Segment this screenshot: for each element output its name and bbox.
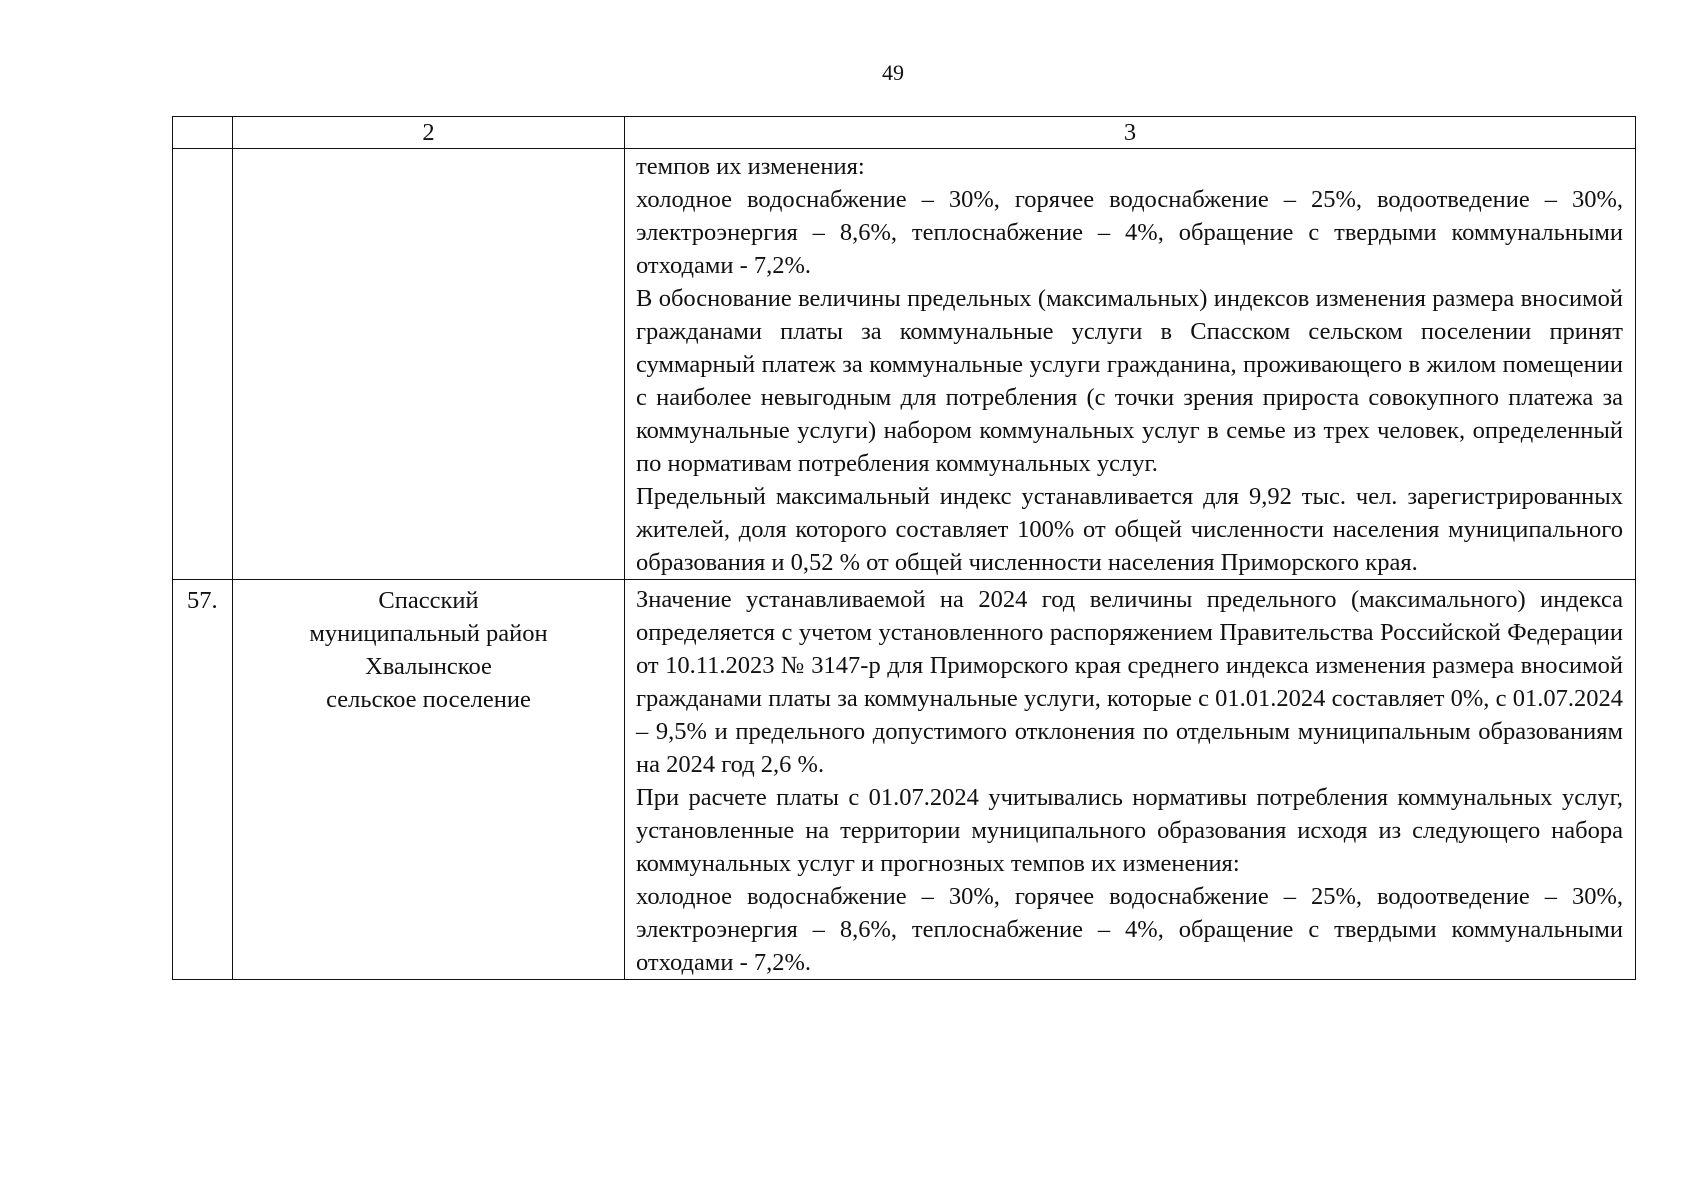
row-number	[173, 149, 233, 580]
row-number: 57.	[173, 580, 233, 980]
paragraph: темпов их изменения:	[636, 153, 865, 180]
data-table	[172, 116, 1636, 980]
table-header-row	[173, 117, 1636, 149]
paragraph: При расчете платы с 01.07.2024 учитывались нормативы потребления коммунальных услуг, установленные на территории муниципального образования исходя из следующего набора коммунальных услуг и прогнозных темпов их изменения:	[636, 784, 1623, 877]
paragraph: Предельный максимальный индекс устанавливается для 9,92 тыс. чел. зарегистрированных жителей, доля которого составляет 100% от общей численности населения муниципального образования и 0,52 % от общей численности населения Приморского края.	[636, 483, 1623, 576]
name-line: сельское поселение	[326, 686, 531, 713]
name-line: Спасский	[378, 587, 479, 614]
paragraph: В обоснование величины предельных (максимальных) индексов изменения размера вносимой гражданами платы за коммунальные услуги в Спасском сельском поселении принят суммарный платеж за коммунальные услуги гражданина, проживающего в жилом помещении с наиболее невыгодным для потребления (с точки зрения прироста совокупного платежа за коммунальные услуги) набором коммунальных услуг в семье из трех человек, определенный по нормативам потребления коммунальных услуг.	[636, 285, 1623, 477]
paragraph: холодное водоснабжение – 30%, горячее водоснабжение – 25%, водоотведение – 30%, электроэнергия – 8,6%, теплоснабжение – 4%, обращение с твердыми коммунальными отходами - 7,2%.	[636, 186, 1623, 279]
row-name	[233, 149, 625, 580]
paragraph: Значение устанавливаемой на 2024 год величины предельного (максимального) индекса определяется с учетом установленного распоряжением Правительства Российской Федерации от 10.11.2023 № 3147-р для Приморского края среднего индекса изменения размера вносимой гражданами платы за коммунальные услуги, которые с 01.01.2024 составляет 0%, с 01.07.2024 – 9,5% и предельного допустимого отклонения по отдельным муниципальным образованиям на 2024 год 2,6 %.	[636, 586, 1623, 778]
paragraph: холодное водоснабжение – 30%, горячее водоснабжение – 25%, водоотведение – 30%, электроэнергия – 8,6%, теплоснабжение – 4%, обращение с твердыми коммунальными отходами - 7,2%.	[636, 883, 1623, 976]
header-cell-description: 3	[625, 117, 1636, 149]
header-cell-number	[173, 117, 233, 149]
row-name	[233, 580, 625, 980]
row-description	[625, 580, 1636, 980]
header-cell-name: 2	[233, 117, 625, 149]
page-number: 49	[882, 60, 904, 85]
row-description	[625, 149, 1636, 580]
table-row	[173, 580, 1636, 980]
name-line: муниципальный район	[309, 620, 548, 647]
table-row	[173, 149, 1636, 580]
name-line: Хвалынское	[365, 653, 492, 680]
